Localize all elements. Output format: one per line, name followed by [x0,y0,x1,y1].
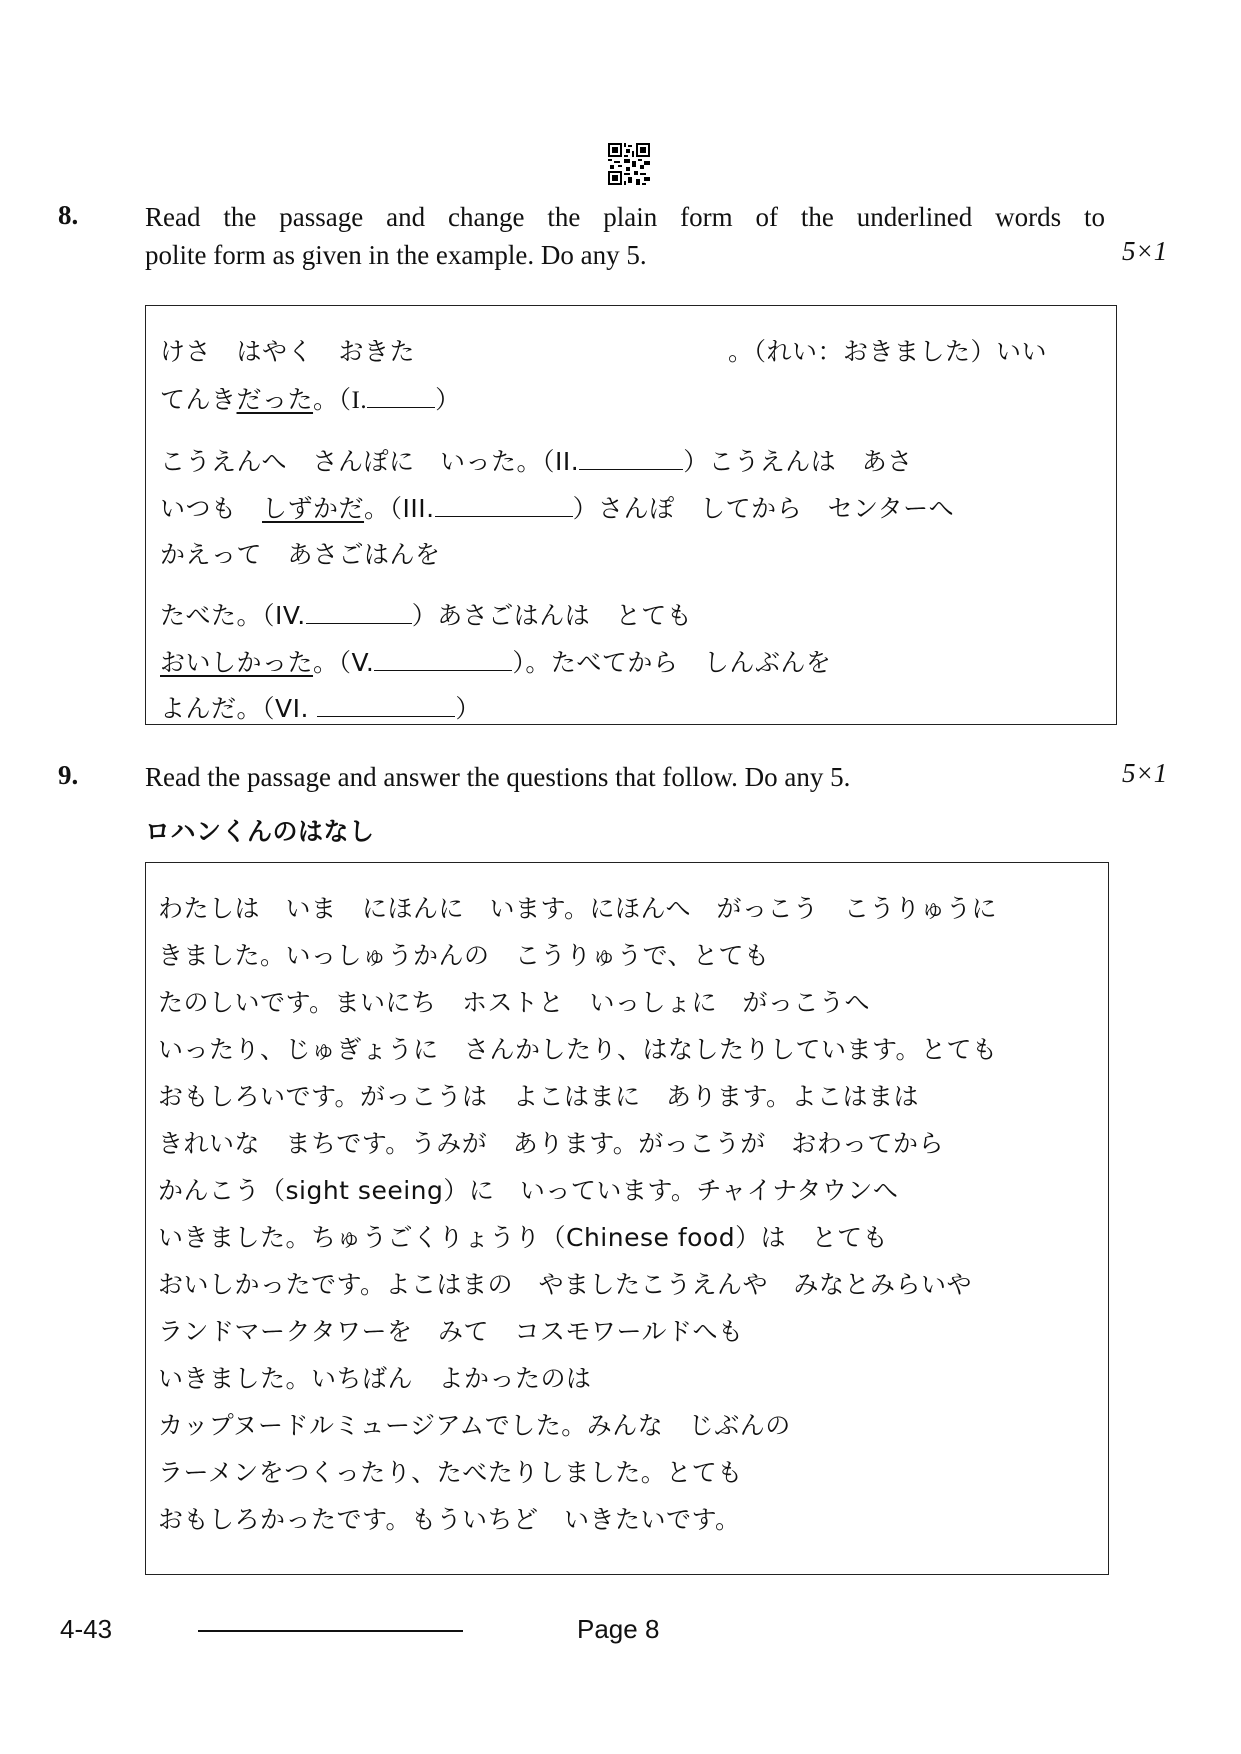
underlined-word: だった [236,385,314,414]
underlined-word: おいしかった [160,648,314,677]
passage-text: ）。たべてから しんぶんを [512,648,832,677]
passage-line: きました。いっしゅうかんの こうりゅうで、とても [158,941,770,970]
passage-text: 。（I. [313,387,368,414]
passage-line [160,596,692,632]
passage-line [160,442,913,478]
passage-text: 。（III. [364,494,435,523]
passage-line: かえって あさごはんを [160,540,441,569]
passage-line: きれいな まちです。うみが あります。がっこうが おわってから [158,1129,945,1158]
paper-code: 4-43 [60,1614,113,1644]
passage-text: たべた。（IV. [160,601,306,630]
passage-line: いきました。いちばん よかったのは [158,1364,592,1393]
page-number: Page 8 [577,1614,660,1644]
question-number: 9. [58,760,79,790]
passage-text: ）さんぽ してから センターへ [572,494,955,523]
passage-line: 。（れい：おきました）いい [728,337,1048,366]
passage-line [160,380,461,416]
passage-line: ランドマークタワーを みて コスモワールドへも [158,1317,744,1346]
answer-blank [374,648,512,671]
passage-line: かんこう（sight seeing）に いっています。チャイナタウンへ [158,1176,899,1205]
underlined-word: しずかだ [262,494,365,523]
passage-line [160,643,831,679]
passage-line: おもしろいです。がっこうは よこはまに あります。よこはまは [158,1082,920,1111]
passage-line: いきました。ちゅうごくりょうり（Chinese food）は とても [158,1223,889,1252]
passage-text: てんき [160,385,237,414]
question-line: polite form as given in the example. Do any 5. [145,240,647,270]
passage-line: いったり、じゅぎょうに さんかしたり、はなしたりしています。とても [158,1035,998,1064]
passage-line: わたしは いま にほんに います。にほんへ がっこう こうりゅうに [158,894,998,923]
passage-text: ）あさごはんは とても [411,601,693,630]
passage-line: おいしかったです。よこはまの やましたこうえんや みなとみらいや [158,1270,973,1299]
passage-line [160,489,954,525]
answer-blank [317,694,455,717]
passage-text: ）こうえんは あさ [683,447,913,476]
answer-blank [579,447,683,470]
passage-line: けさ はやく おきた [160,337,416,366]
passage-text: ） [455,694,481,723]
answer-blank [367,385,435,408]
answer-blank [306,601,412,624]
passage-title: ロハンくんのはなし [145,817,375,846]
passage-text: いつも [160,494,263,523]
passage-line: おもしろかったです。もういちど いきたいです。 [158,1505,741,1534]
question-line: Read the passage and change the plain form of the underlined words to [145,202,1105,232]
passage-text: ） [435,385,461,414]
passage-line: ラーメンをつくったり、たべたりしました。とても [158,1458,743,1487]
passage-body [158,889,998,1547]
passage-line: たのしいです。まいにち ホストと いっしょに がっこうへ [158,988,871,1017]
footer-rule [198,1630,463,1632]
passage-text: 。（V. [313,648,375,677]
question-number: 8. [58,200,79,230]
answer-blank [435,494,573,517]
passage-text: こうえんへ さんぽに いった。（II. [160,447,580,476]
passage-line: カップヌードルミュージアムでした。みんな じぶんの [158,1411,791,1440]
marks-label: 5×1 [1122,758,1168,788]
passage-line [160,689,481,725]
question-8-text [145,198,1105,274]
marks-label: 5×1 [1122,236,1168,266]
qr-code-icon [608,143,650,185]
passage-text: よんだ。（VI. [160,694,318,723]
question-9-text: Read the passage and answer the questions that follow. Do any 5. [145,762,851,792]
